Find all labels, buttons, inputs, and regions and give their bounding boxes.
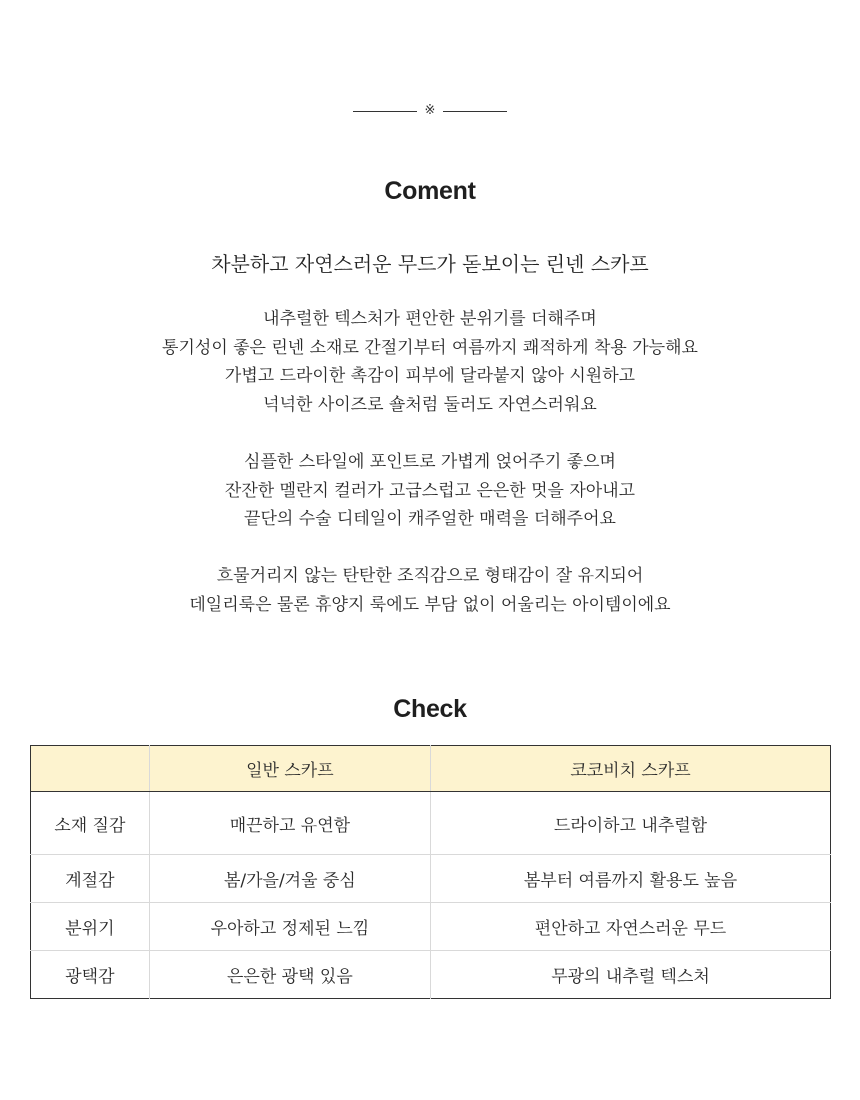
comparison-table [30,745,831,999]
paragraph-line: 통기성이 좋은 린넨 소재로 간절기부터 여름까지 쾌적하게 착용 가능해요 [162,337,698,358]
table-cell: 은은한 광택 있음 [149,951,430,999]
table-header-cell: 일반 스카프 [149,746,430,792]
paragraph-line: 가볍고 드라이한 촉감이 피부에 달라붙지 않아 시원하고 [224,366,636,387]
paragraph-line: 내추럴한 텍스처가 편안한 분위기를 더해주며 [263,309,597,329]
table-cell: 무광의 내추럴 텍스처 [551,967,710,987]
ornament-star-icon: ※ [424,103,436,118]
coment-paragraph [0,448,860,534]
table-header-row [31,746,831,792]
table-row [31,855,831,903]
coment-paragraph [0,305,860,419]
table-header-cell [31,746,150,792]
row-label: 분위기 [31,903,150,951]
row-label: 광택감 [31,951,150,999]
paragraph-line: 넉넉한 사이즈로 숄처럼 둘러도 자연스러워요 [263,394,597,415]
paragraph-line: 흐물거리지 않는 탄탄한 조직감으로 형태감이 잘 유지되어 [216,566,644,586]
ornament-divider [0,103,860,119]
paragraph-line: 잔잔한 멜란지 컬러가 고급스럽고 은은한 멋을 자아내고 [224,480,636,501]
row-label: 계절감 [31,855,150,903]
paragraph-line: 데일리룩은 물론 휴양지 룩에도 부담 없이 어울리는 아이템이에요 [189,594,671,615]
table-row [31,903,831,951]
divider-line-left [353,111,417,112]
table-cell: 우아하고 정제된 느낌 [149,903,430,951]
table-row [31,951,831,999]
divider-line-right [443,111,507,112]
table-cell: 편안하고 자연스러운 무드 [431,903,831,951]
paragraph-line: 심플한 스타일에 포인트로 가볍게 얹어주기 좋으며 [244,452,616,472]
coment-headline: 차분하고 자연스러운 무드가 돋보이는 린넨 스카프 [211,252,649,276]
table-header-cell: 코코비치 스카프 [431,746,831,792]
row-label: 소재 질감 [31,792,150,855]
table-row [31,792,831,855]
table-cell: 봄부터 여름까지 활용도 높음 [431,855,831,903]
coment-title: Coment [384,177,476,205]
table-cell: 드라이하고 내추럴함 [431,792,831,855]
coment-paragraph [0,562,860,619]
table-cell: 봄/가을/겨울 중심 [149,855,430,903]
paragraph-line: 끝단의 수술 디테일이 캐주얼한 매력을 더해주어요 [244,509,616,530]
table-cell: 매끈하고 유연함 [149,792,430,855]
check-title: Check [393,695,467,723]
